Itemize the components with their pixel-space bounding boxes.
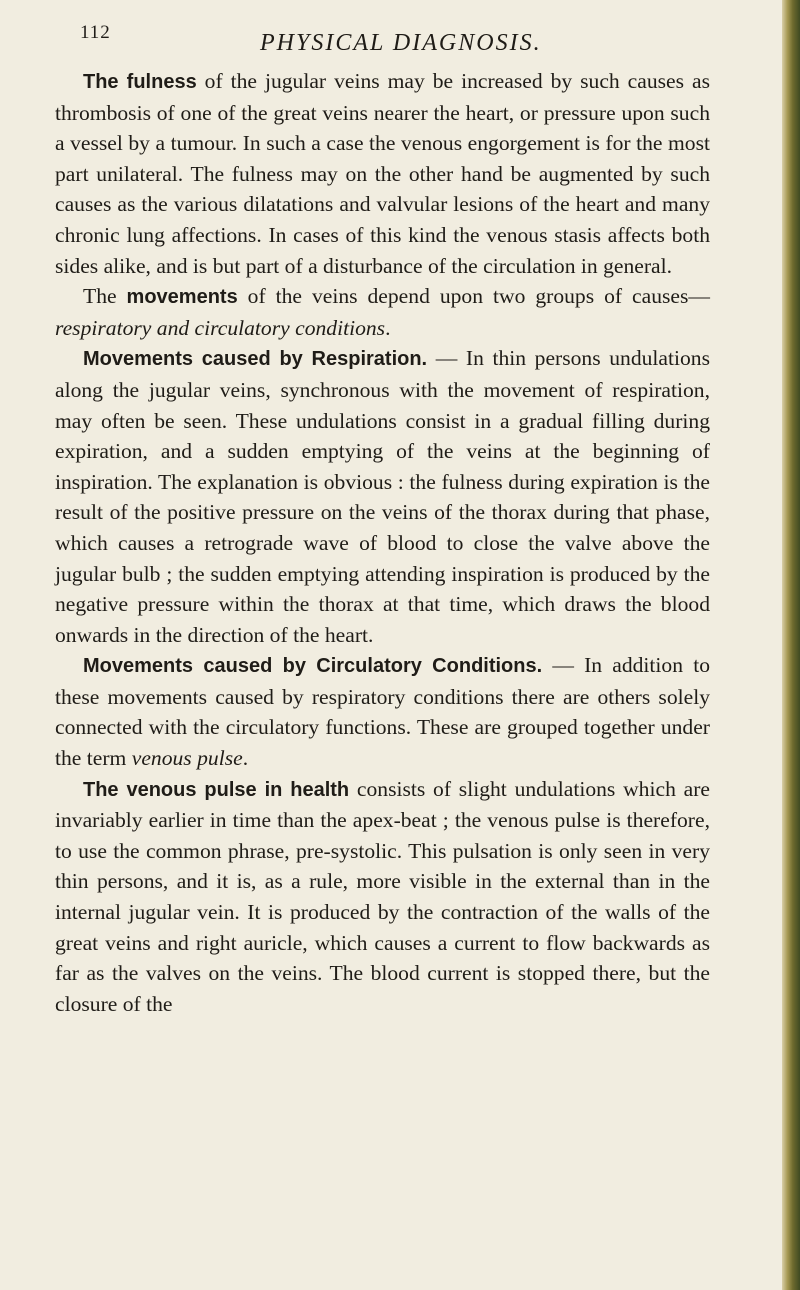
section-heading: Movements caused by Respiration. xyxy=(83,348,428,371)
paragraph-lead: The venous pulse in health xyxy=(83,778,350,801)
body-text xyxy=(55,66,710,1019)
paragraph-suffix: . xyxy=(385,315,391,340)
paragraph-text: of the veins depend upon two groups of causes— xyxy=(237,284,710,309)
page-number: 112 xyxy=(80,22,111,43)
paragraph-text: of the jugular veins may be increased by such causes as thrombosis of one of the great veins nearer the heart, or pressure upon such a vessel by a tumour. In such a case the venous engorgement is for the most part unilateral. The fulness may on the other hand be augmented by such causes as the various dilatations and valvular lesions of the heart and many chronic lung affections. In cases of this kind the venous stasis affects both sides alike, and is but part of a disturbance of the circulation in general. xyxy=(55,69,710,278)
paragraph-venous-pulse-health xyxy=(55,774,710,1020)
paragraph-circulatory xyxy=(55,650,710,773)
paragraph-respiration xyxy=(55,343,710,650)
paragraph-vein-movements xyxy=(55,281,710,343)
paragraph-lead: movements xyxy=(126,286,238,309)
section-heading: Movements caused by Circulatory Conditions. xyxy=(83,655,543,678)
paragraph-jugular-fulness xyxy=(55,66,710,281)
paragraph-italic: respiratory and circulatory conditions xyxy=(55,315,386,340)
paragraph-italic: venous pulse xyxy=(131,746,243,771)
paragraph-text: consists of slight undulations which are invariably earlier in time than the apex-beat ; the venous pulse is therefore, to use the common phrase, pre-systolic. This pulsation is only seen in very thin persons, and it is, as a rule, more visible in the external than in the internal jugular vein. It is produced by the contraction of the walls of the great veins and right auricle, which causes a current to flow backwards as far as the valves on the veins. The blood current is stopped there, but the closure of the xyxy=(55,776,710,1016)
paragraph-text: — In addition to these movements caused by respiratory conditions there are others solely connected with the circulatory functions. These are grouped together under the term xyxy=(55,653,710,771)
paragraph-lead: The fulness xyxy=(83,71,197,93)
page-header xyxy=(80,22,720,58)
paragraph-suffix: . xyxy=(242,746,249,771)
page-edge xyxy=(782,0,800,1290)
paragraph-prefix: The xyxy=(83,284,127,309)
running-head: PHYSICAL DIAGNOSIS. xyxy=(260,30,542,56)
paragraph-text: — In thin persons undulations along the jugular veins, synchronous with the movement of respiration, may often be seen. These undulations consist in a gradual filling during expiration, and a sudden emptying of the veins at the beginning of inspiration. The explanation is obvious : the fulness during expiration is the result of the positive pressure on the veins of the thorax during that phase, which causes a retrograde wave of blood to close the valve above the jugular bulb ; the sudden emptying attending inspiration is produced by the negative pressure within the thorax at that time, which draws the blood onwards in the direction of the heart. xyxy=(55,346,710,647)
